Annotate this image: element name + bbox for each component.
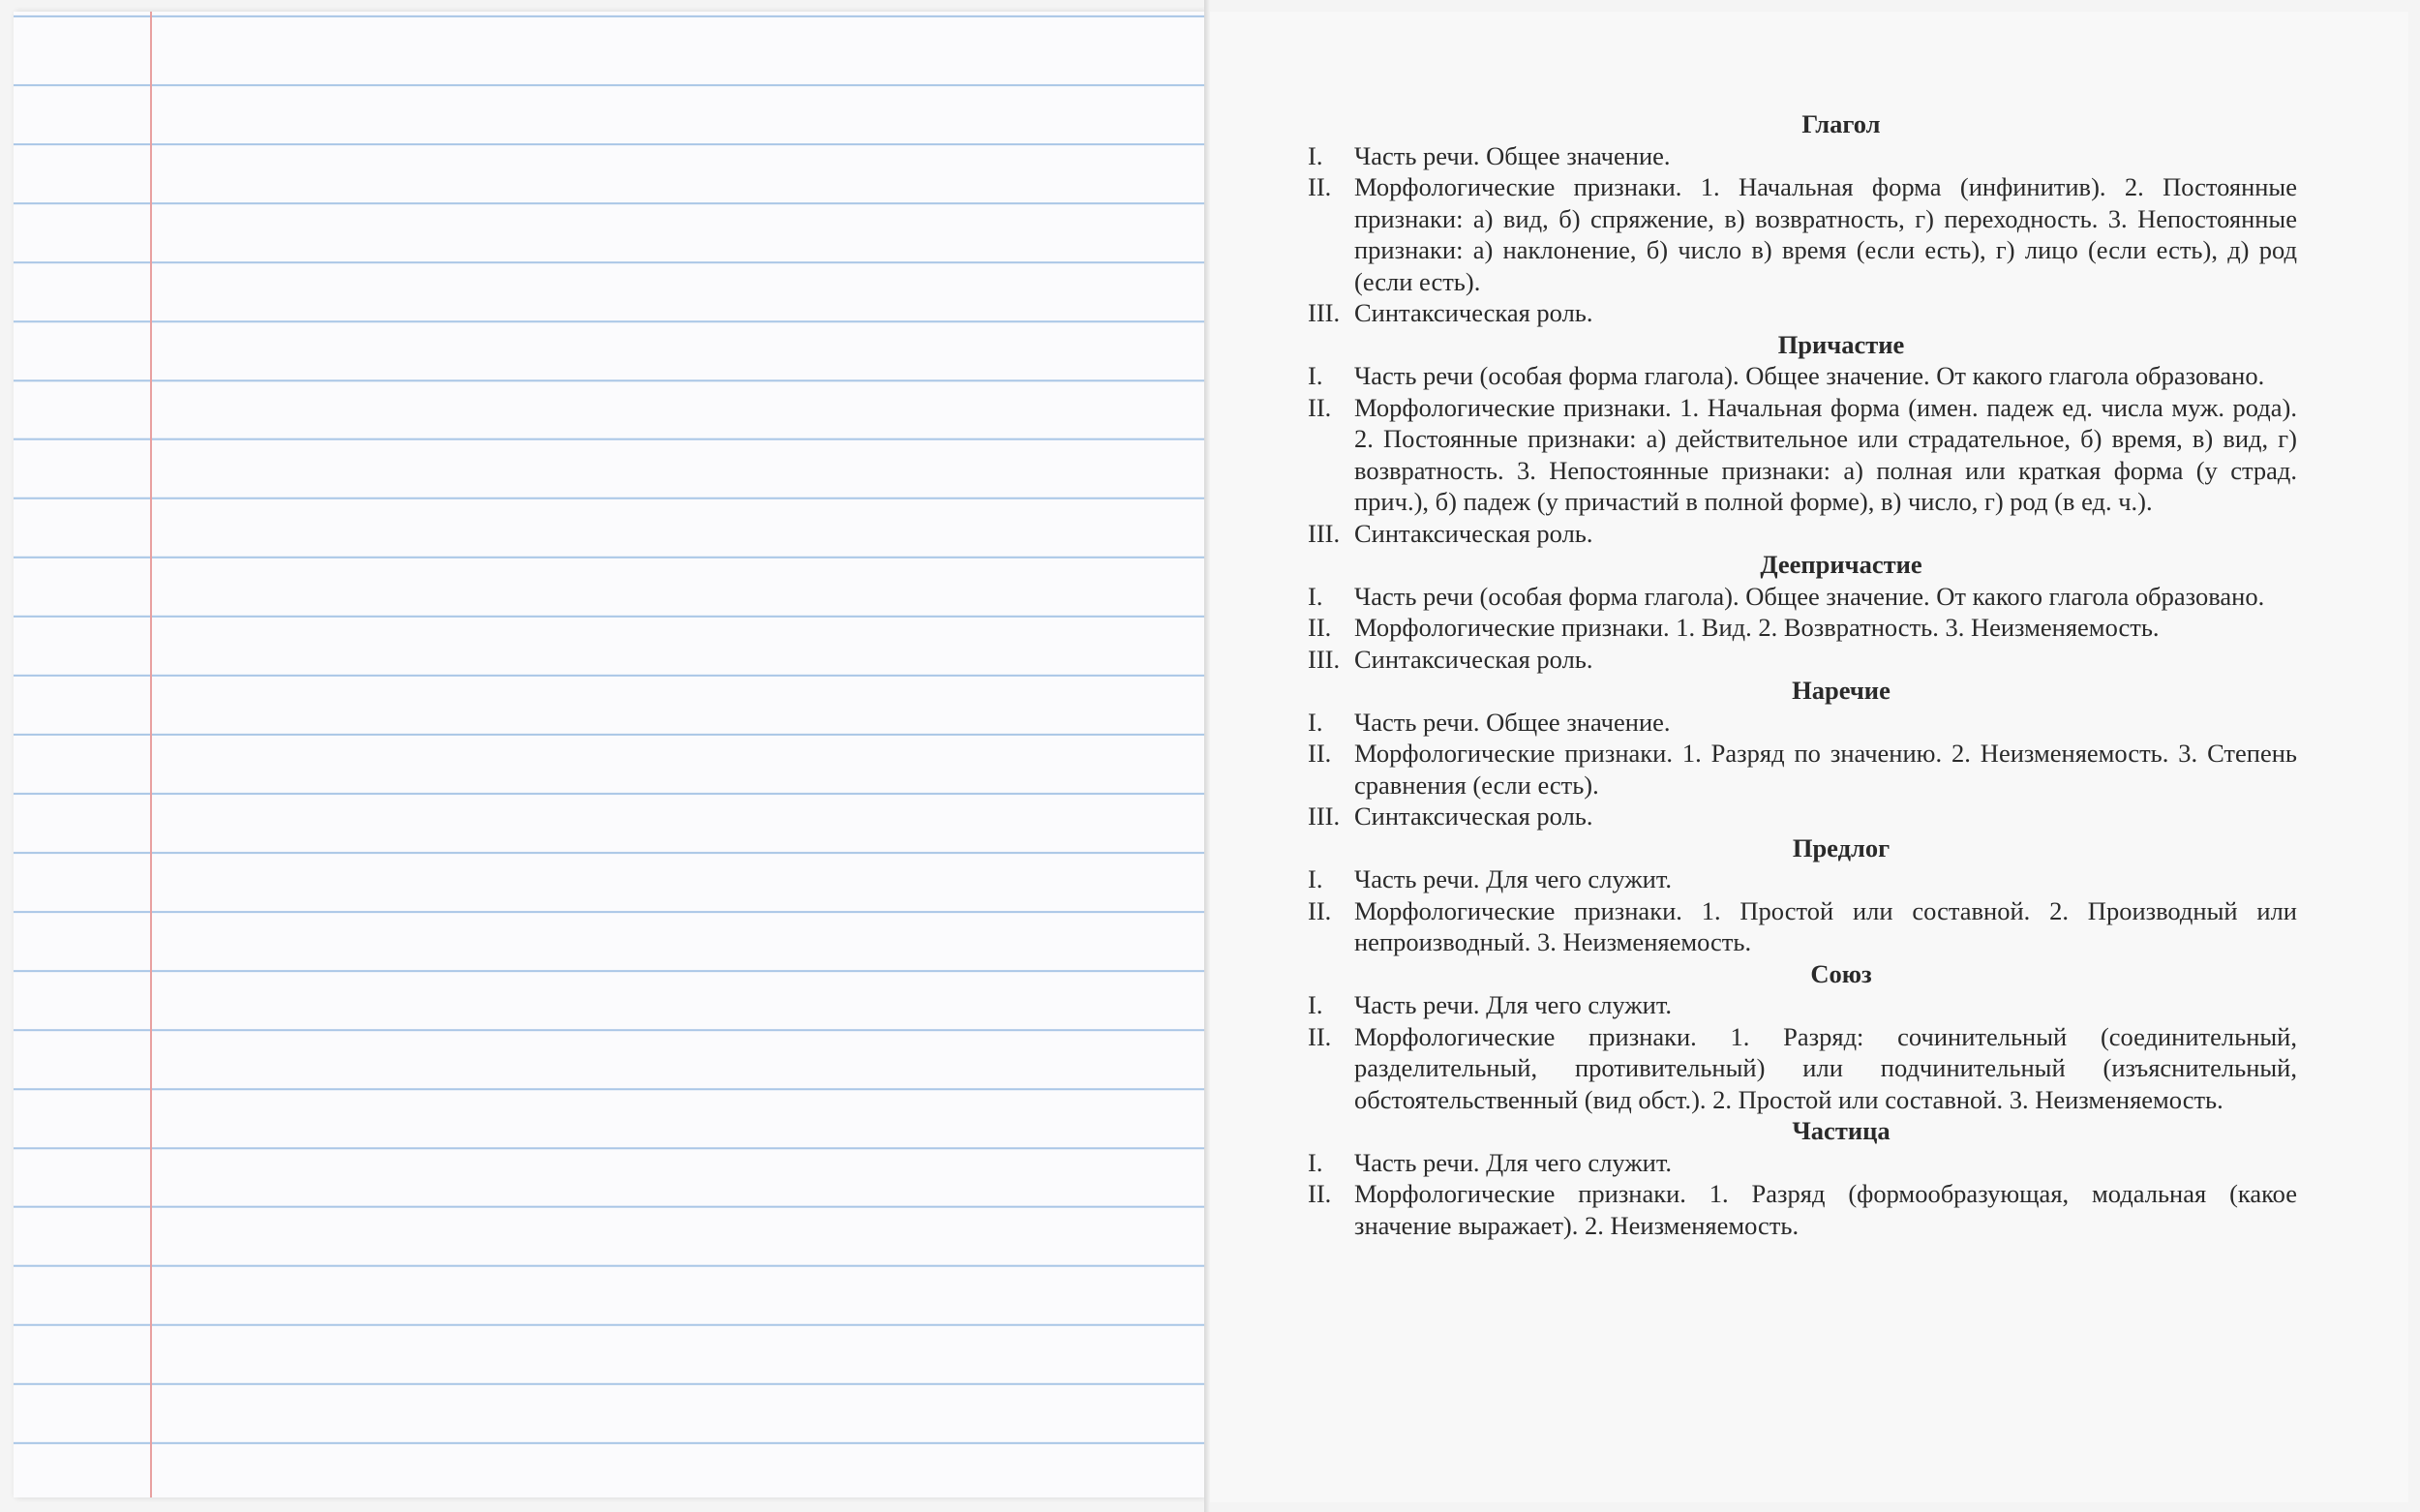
item-number: I. — [1308, 707, 1323, 737]
list-item — [1308, 518, 2297, 550]
list-item — [1308, 1021, 2297, 1116]
section-title: Наречие — [1792, 676, 1891, 705]
list-item — [1308, 801, 2297, 832]
section-verb — [1308, 108, 2297, 329]
item-number: I. — [1308, 864, 1323, 893]
item-text: Часть речи. Для чего служит. — [1354, 1147, 1673, 1177]
item-text: Морфологические признаки. 1. Простой или составной. 2. Производный или непроизводный. 3. Неизменяемость. — [1354, 895, 2297, 956]
item-text: Синтаксическая роль. — [1354, 644, 1593, 674]
list-item — [1308, 392, 2297, 518]
section-title: Союз — [1810, 958, 1872, 988]
item-text: Часть речи (особая форма глагола). Общее значение. От какого глагола образовано. — [1354, 361, 2265, 390]
list-item — [1308, 863, 2297, 895]
item-text: Морфологические признаки. 1. Вид. 2. Возвратность. 3. Неизменяемость. — [1354, 613, 2160, 642]
item-text: Часть речи. Общее значение. — [1354, 707, 1671, 737]
section-title: Предлог — [1792, 832, 1891, 862]
section-title: Частица — [1792, 1116, 1891, 1145]
item-number: III. — [1308, 801, 1341, 831]
item-text: Морфологические признаки. 1. Начальная форма (инфинитив). 2. Постоянные признаки: а) вид, б) спряжение, в) возвратность, г) переходность. 3. Непостоянные признаки: а) наклонение, б) число в) время (если есть), г) лицо (если есть), д) род (если есть). — [1354, 172, 2297, 296]
item-number: II. — [1308, 1179, 1332, 1208]
item-text: Часть речи. Для чего служит. — [1354, 990, 1673, 1019]
item-number: II. — [1308, 895, 1332, 925]
item-text: Морфологические признаки. 1. Разряд (формообразующая, модальная (какое значение выражает). 2. Неизменяемость. — [1354, 1179, 2297, 1240]
section-adverb — [1308, 675, 2297, 832]
list-item — [1308, 1147, 2297, 1179]
item-text: Синтаксическая роль. — [1354, 518, 1593, 548]
item-text: Морфологические признаки. 1. Разряд: сочинительный (соединительный, разделительный, противительный) или подчинительный (изъяснительный, обстоятельственный (вид обст.). 2. Простой или составной. 3. Неизменяемость. — [1354, 1021, 2297, 1114]
item-text: Морфологические признаки. 1. Разряд по значению. 2. Неизменяемость. 3. Степень сравнения (если есть). — [1354, 739, 2297, 800]
list-item — [1308, 707, 2297, 739]
section-particle — [1308, 1115, 2297, 1241]
list-item — [1308, 171, 2297, 297]
item-number: II. — [1308, 392, 1332, 422]
reference-page — [1210, 12, 2408, 1502]
item-number: II. — [1308, 1021, 1332, 1051]
list-item — [1308, 989, 2297, 1021]
item-text: Синтаксическая роль. — [1354, 298, 1593, 327]
list-item — [1308, 140, 2297, 172]
section-title: Глагол — [1801, 109, 1881, 138]
list-item — [1308, 581, 2297, 613]
item-text: Часть речи (особая форма глагола). Общее значение. От какого глагола образовано. — [1354, 581, 2265, 611]
item-number: III. — [1308, 518, 1341, 548]
section-participle — [1308, 329, 2297, 550]
item-number: I. — [1308, 581, 1323, 611]
list-item — [1308, 612, 2297, 644]
item-number: I. — [1308, 361, 1323, 390]
section-conjunction — [1308, 958, 2297, 1116]
list-item — [1308, 360, 2297, 392]
list-item — [1308, 644, 2297, 676]
item-text: Морфологические признаки. 1. Начальная форма (имен. падеж ед. числа муж. рода). 2. Постоянные признаки: а) действительное или страдательное, б) время, в) вид, г) возвратность. 3. Непостоянные признаки: а) полная или краткая форма (у страд. прич.), б) падеж (у причастий в полной форме), в) число, г) род (в ед. ч.). — [1354, 392, 2297, 516]
section-gerund — [1308, 549, 2297, 675]
item-number: III. — [1308, 298, 1341, 327]
margin-line — [150, 12, 152, 1497]
item-number: I. — [1308, 1147, 1323, 1177]
list-item — [1308, 895, 2297, 958]
section-title: Причастие — [1777, 329, 1905, 359]
item-number: II. — [1308, 739, 1332, 768]
list-item — [1308, 738, 2297, 801]
section-preposition — [1308, 832, 2297, 958]
list-item — [1308, 297, 2297, 329]
item-text: Часть речи. Общее значение. — [1354, 140, 1671, 170]
grammar-reference-content — [1308, 108, 2297, 1241]
section-title: Деепричастие — [1760, 550, 1922, 579]
item-number: I. — [1308, 990, 1323, 1019]
item-number: II. — [1308, 613, 1332, 642]
item-number: III. — [1308, 644, 1341, 674]
list-item — [1308, 1178, 2297, 1241]
item-number: I. — [1308, 140, 1323, 170]
item-number: II. — [1308, 172, 1332, 201]
item-text: Часть речи. Для чего служит. — [1354, 864, 1673, 893]
item-text: Синтаксическая роль. — [1354, 801, 1593, 831]
lined-notebook-page — [14, 12, 1204, 1497]
